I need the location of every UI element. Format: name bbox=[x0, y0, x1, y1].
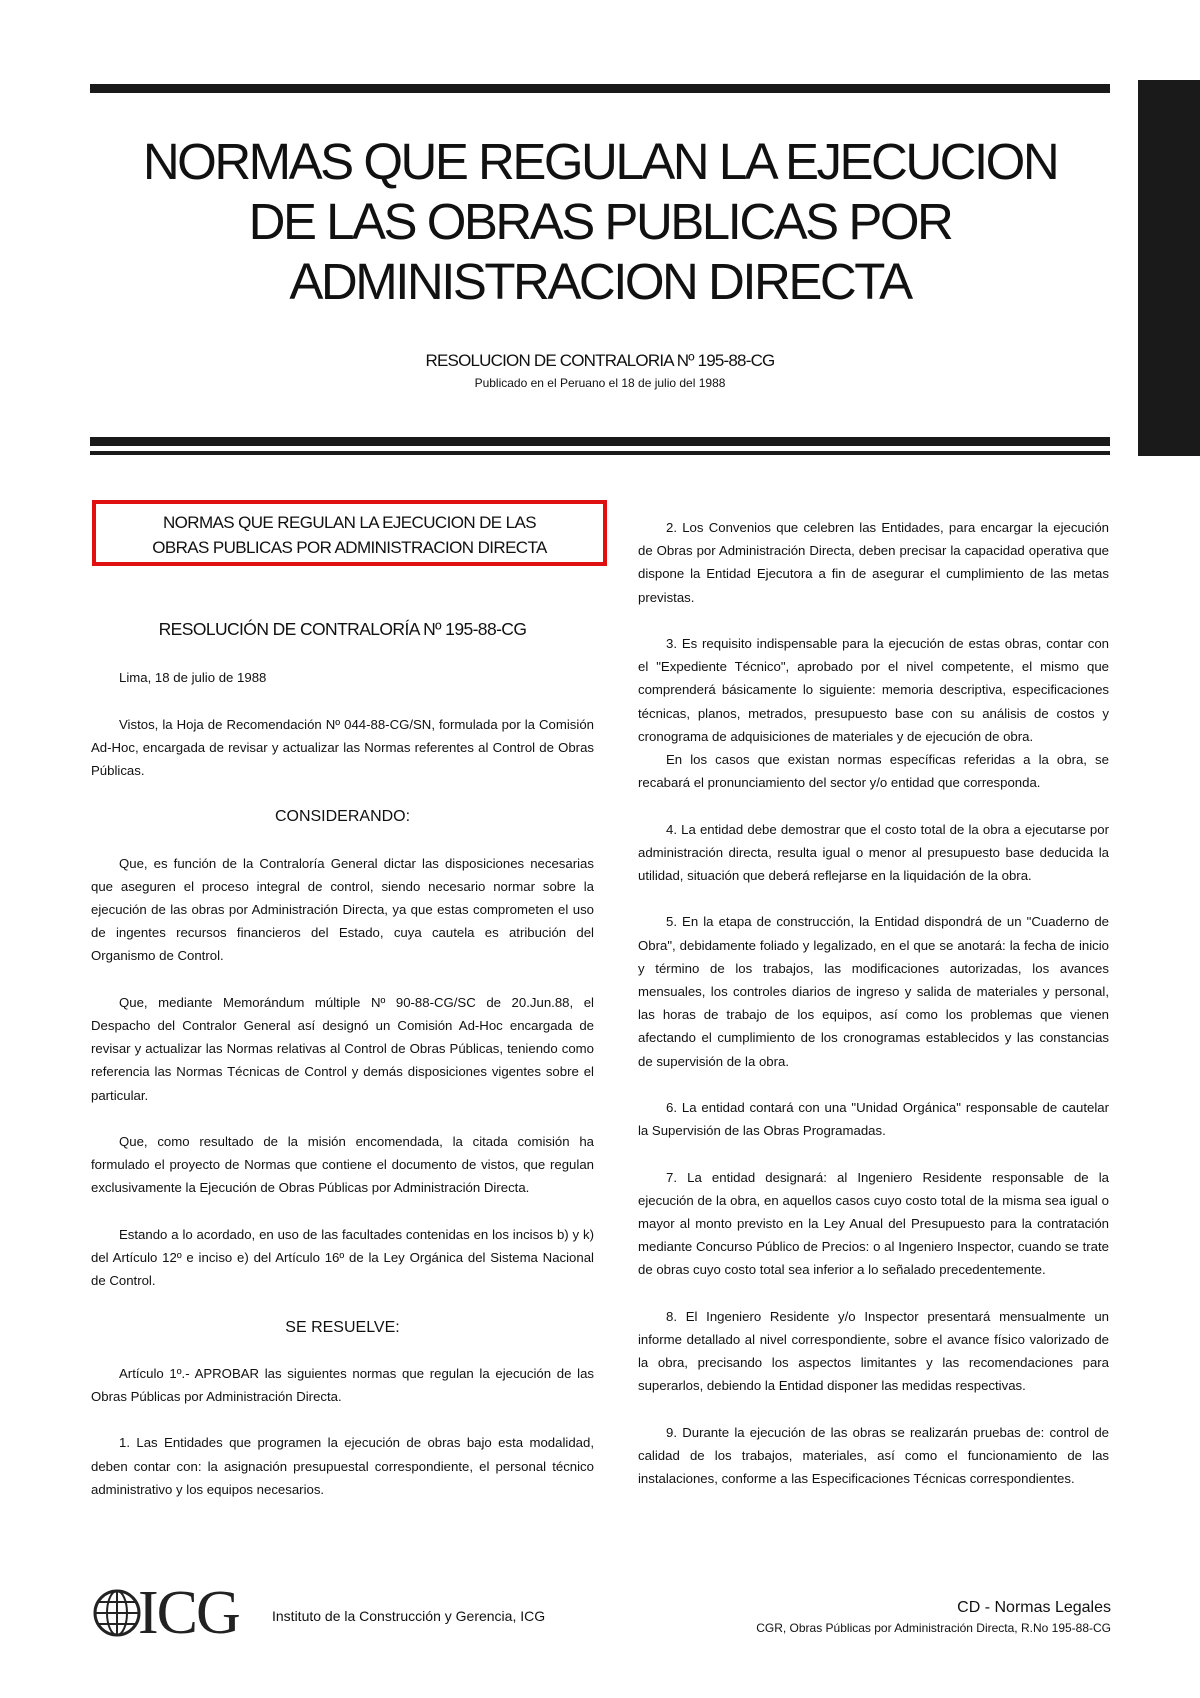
title-line: DE LAS OBRAS PUBLICAS POR bbox=[248, 193, 952, 250]
footer-reference-block bbox=[756, 1599, 1111, 1635]
resolution-date: Lima, 18 de julio de 1988 bbox=[119, 670, 267, 686]
list-item: 4. La entidad debe demostrar que el costo total de la obra a ejecutarse por administración directa, resulta igual o menor al presupuesto base deducida la utilidad, situación que deberá reflejarse en la liquidación de la obra. bbox=[638, 821, 1109, 884]
paragraph: Que, mediante Memorándum múltiple Nº 90-88-CG/SC de 20.Jun.88, el Despacho del Contralor General así designó un Comisión Ad-Hoc encargada de revisar y actualizar las Normas relativas al Control de Obras Públicas, teniendo como referencia las Normas Técnicas de Control y demás disposiciones vigentes sobre el particular. bbox=[91, 994, 594, 1103]
list-item: 3. Es requisito indispensable para la ejecución de estas obras, contar con el "Expediente Técnico", aprobado por el nivel competente, el mismo que comprenderá básicamente lo siguiente: memoria descriptiva, especificaciones técnicas, planos, metrados, presupuesto base con su análisis de costos y cronograma de adquisiciones de materiales y de ejecución de obra. bbox=[638, 636, 1109, 744]
resolution-heading: RESOLUCIÓN DE CONTRALORÍA Nº 195-88-CG bbox=[158, 619, 527, 639]
resolution-subtitle: RESOLUCION DE CONTRALORIA Nº 195-88-CG bbox=[425, 351, 775, 370]
considerando-heading: CONSIDERANDO: bbox=[274, 808, 411, 826]
footer-institute: Instituto de la Construcción y Gerencia, ICG bbox=[272, 1608, 546, 1624]
list-item: 9. Durante la ejecución de las obras se realizarán pruebas de: control de calidad de los trabajos, materiales, así como el funcionamiento de las instalaciones, conforme a las Especificaciones Técnicas correspondientes. bbox=[638, 1424, 1109, 1487]
header-rule-thin bbox=[90, 451, 1110, 455]
title-line: ADMINISTRACION DIRECTA bbox=[289, 253, 911, 310]
globe-icon bbox=[92, 1588, 142, 1638]
paragraph: En los casos que existan normas específicas referidas a la obra, se recabará el pronunciamiento del sector y/o entidad que corresponda. bbox=[638, 752, 1109, 791]
list-item: 1. Las Entidades que programen la ejecución de obras bajo esta modalidad, deben contar con: la asignación presupuestal correspondiente, el personal técnico administrativo y los equipos necesarios. bbox=[91, 1435, 594, 1497]
paragraph: Estando a lo acordado, en uso de las facultades contenidas en los incisos b) y k) del Artículo 12º e inciso e) del Artículo 16º de la Ley Orgánica del Sistema Nacional de Control. bbox=[91, 1226, 594, 1289]
list-item: 6. La entidad contará con una "Unidad Orgánica" responsable de cautelar la Supervisión de las Obras Programadas. bbox=[638, 1100, 1109, 1139]
left-column bbox=[91, 618, 594, 1524]
publication-note: Publicado en el Peruano el 18 de julio del 1988 bbox=[474, 376, 726, 390]
title-line: NORMAS QUE REGULAN LA EJECUCION bbox=[142, 133, 1058, 190]
paragraph-vistos: Vistos, la Hoja de Recomendación Nº 044-88-CG/SN, formulada por la Comisión Ad-Hoc, encargada de revisar y actualizar las Normas referentes al Control de Obras Públicas. bbox=[91, 716, 594, 778]
se-resuelve-heading: SE RESUELVE: bbox=[285, 1318, 400, 1336]
boxed-title-line: OBRAS PUBLICAS POR ADMINISTRACION DIRECTA bbox=[152, 538, 547, 557]
right-column bbox=[638, 516, 1109, 1490]
boxed-title-line: NORMAS QUE REGULAN LA EJECUCION DE LAS bbox=[162, 513, 536, 532]
footer-cd-label: CD - Normas Legales bbox=[957, 1599, 1111, 1616]
list-item: 2. Los Convenios que celebren las Entidades, para encargar la ejecución de Obras por Administración Directa, deben precisar la capacidad operativa que dispone la Entidad Ejecutora a fin de asegurar el cumplimiento de las metas previstas. bbox=[638, 520, 1109, 605]
paragraph: Que, como resultado de la misión encomendada, la citada comisión ha formulado el proyecto de Normas que contiene el documento de vistos, que regulan exclusivamente la Ejecución de Obras Públicas por Administración Directa. bbox=[91, 1134, 594, 1196]
list-item: 5. En la etapa de construcción, la Entidad dispondrá de un "Cuaderno de Obra", debidamente foliado y legalizado, en el que se anotará: la fecha de inicio y término de los trabajos, las modificaciones autorizadas, los avances mensuales, los controles diarios de ingreso y salida de materiales y personal, las horas de trabajo de los equipos, así como los problemas que vienen afectando el cumplimiento de los cronogramas establecidos y las constancias de supervisión de la obra. bbox=[638, 914, 1109, 1069]
icg-logo bbox=[92, 1579, 260, 1647]
list-item: 7. La entidad designará: al Ingeniero Residente responsable de la ejecución de la obra, en aquellos casos cuyo costo total de la misma sea igual o mayor al monto previsto en la Ley Anual del Presupuesto para la contratación mediante Concurso Público de Precios: o al Ingeniero Inspector, cuando se trate de obras cuyo costo total sea inferior a lo señalado precedentemente. bbox=[638, 1169, 1109, 1278]
footer-reference: CGR, Obras Públicas por Administración Directa, R.No 195-88-CG bbox=[756, 1621, 1111, 1635]
side-tab-marker bbox=[1138, 80, 1200, 456]
paragraph-articulo: Artículo 1º.- APROBAR las siguientes normas que regulan la ejecución de las Obras Públicas por Administración Directa. bbox=[91, 1365, 594, 1404]
document-title bbox=[90, 132, 1110, 312]
header-rule-thick bbox=[90, 437, 1110, 446]
boxed-section-title bbox=[92, 500, 607, 566]
logo-wordmark: ICG bbox=[138, 1579, 239, 1647]
list-item: 8. El Ingeniero Residente y/o Inspector presentará mensualmente un informe detallado al nivel correspondiente, sobre el avance físico valorizado de la obra, precisando los aspectos limitantes y las recomendaciones para superarlos, debiendo la Entidad disponer las medidas respectivas. bbox=[638, 1308, 1109, 1394]
paragraph: Que, es función de la Contraloría General dictar las disposiciones necesarias que aseguren el proceso integral de control, siendo necesario normar sobre la ejecución de las obras por Administración Directa, ya que estas comprometen el uso de ingentes recursos financieros del Estado, cuya cautela es atribución del Organismo de Control. bbox=[91, 855, 594, 964]
top-rule bbox=[90, 84, 1110, 93]
